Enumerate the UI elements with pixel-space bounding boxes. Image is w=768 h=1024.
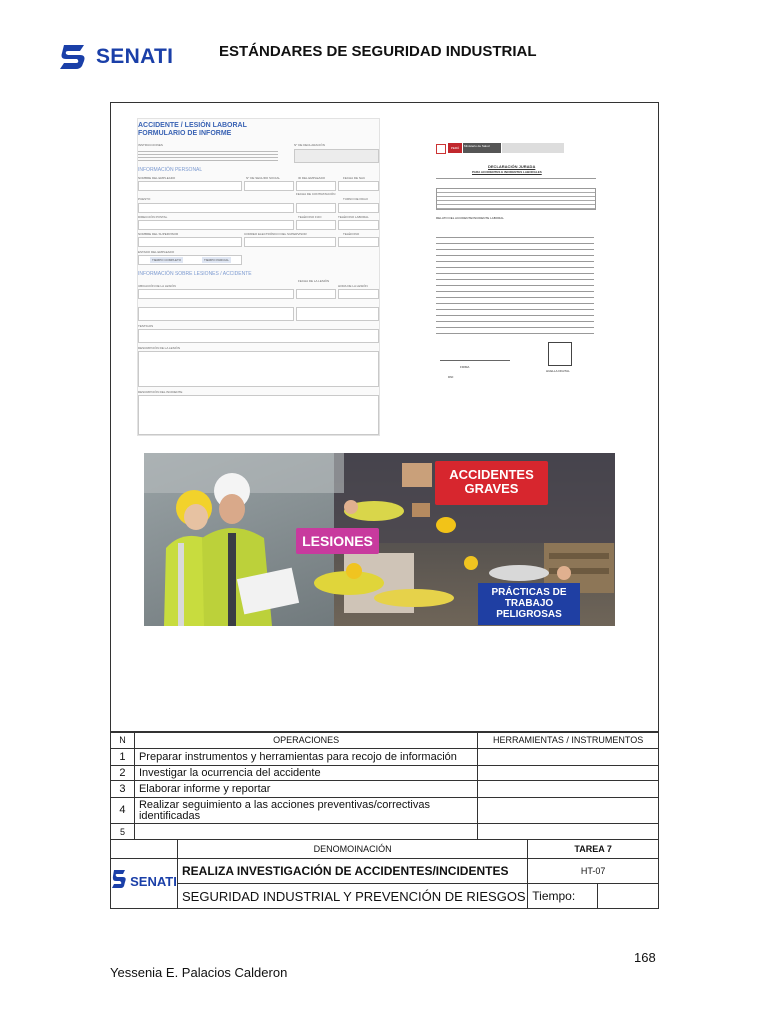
course-name: SEGURIDAD INDUSTRIAL Y PREVENCIÓN DE RIESGOS: [177, 884, 527, 909]
table-row: [111, 824, 659, 840]
tiempo-label: Tiempo:: [528, 884, 598, 909]
form1-box: [138, 351, 379, 387]
senati-logo-icon: [111, 868, 127, 894]
form1-box: [296, 307, 379, 321]
form1-box: [338, 181, 379, 191]
senati-logo: [56, 42, 173, 72]
form1-title-line2: FORMULARIO DE INFORME: [138, 130, 232, 137]
form1-label-fecha-lesion: FECHA DE LA LESIÓN: [298, 279, 330, 283]
row-tools: [478, 781, 659, 798]
form1-box: [244, 181, 294, 191]
safety-banner-image: [144, 453, 615, 626]
row-number: 4: [111, 798, 135, 824]
form1-box: [338, 237, 379, 247]
fingerprint-box: [548, 342, 572, 366]
task-title: REALIZA INVESTIGACIÓN DE ACCIDENTES/INCIDENTES: [177, 859, 527, 884]
form1-label-telefono: TELÉFONO FIJO: [298, 215, 322, 219]
form1-label-supervisor: NOMBRE DEL SUPERVISOR: [138, 232, 179, 236]
form1-box: [296, 203, 336, 213]
form1-label-fecha-nac: FECHA DE NAC: [343, 176, 366, 180]
table-row: [111, 766, 659, 781]
signature-line: [440, 360, 510, 361]
form1-label-ubicacion: UBICACIÓN DE LA LESIÓN: [138, 284, 176, 288]
incident-report-form-image: [137, 118, 380, 436]
form1-box: [296, 181, 336, 191]
form2-subtitle: PARA ACCIDENTES E INCIDENTES LABORALES: [472, 170, 542, 174]
form1-box: [338, 203, 379, 213]
form1-label-turno: TURNO DE PAGO: [343, 197, 368, 201]
form1-label-id: ID DEL EMPLEADO: [298, 176, 326, 180]
task-code: HT-07: [528, 859, 659, 884]
form1-info-lesiones: INFORMACIÓN SOBRE LESIONES / ACCIDENTE: [138, 271, 252, 277]
form1-label-estado: ESTADO DEL EMPLEADO: [138, 250, 175, 254]
row-tools: [478, 749, 659, 766]
peru-badge: PERÚ: [448, 143, 462, 153]
form1-ndeclaracion-box: [294, 149, 379, 163]
form1-label-fecha-contratacion: FECHA DE CONTRATACIÓN: [296, 192, 336, 196]
form2-relato: RELATO DEL ACCIDENTE/INCIDENTE LABORAL: [436, 216, 504, 220]
form1-box: [244, 237, 336, 247]
footer-senati-logo: [111, 868, 177, 894]
form1-ndeclaracion: N° DE DECLARACIÓN: [294, 143, 325, 147]
table-row: [111, 749, 659, 766]
form1-title: [138, 122, 247, 138]
form1-chip-parcial: TIEMPO PARCIAL: [204, 258, 229, 262]
row-tools: [478, 824, 659, 840]
footer-header-row: [111, 840, 659, 859]
footer-logo-cell: [111, 859, 178, 909]
table-header-row: [111, 732, 659, 749]
form1-box: [138, 203, 294, 213]
form1-box: [338, 220, 379, 230]
form1-label-testigos: TESTIGOS: [138, 324, 154, 328]
table-row: [111, 798, 659, 824]
row-operation: Investigar la ocurrencia del accidente: [134, 766, 477, 781]
form1-box: [296, 220, 336, 230]
form1-box: [138, 329, 379, 343]
footer-course-row: [111, 884, 659, 909]
footer-blank: [111, 840, 178, 859]
page-number: 168: [634, 950, 656, 965]
form1-label-direccion: DIRECCIÓN POSTAL: [138, 215, 168, 219]
form1-box: [338, 289, 379, 299]
form1-box: [296, 289, 336, 299]
form1-title-line1: ACCIDENTE / LESIÓN LABORAL: [138, 122, 247, 129]
form1-box: [138, 220, 294, 230]
form1-label-puesto: PUESTO: [138, 197, 151, 201]
page-title: ESTÁNDARES DE SEGURIDAD INDUSTRIAL: [219, 43, 537, 60]
form1-label-seguro: N° DE SEGURO SOCIAL: [246, 176, 281, 180]
form1-label-correo: CORREO ELECTRÓNICO DEL SUPERVISOR: [244, 232, 307, 236]
col-header-herramientas: HERRAMIENTAS / INSTRUMENTOS: [478, 732, 659, 749]
table-row: [111, 781, 659, 798]
author-name: Yessenia E. Palacios Calderon: [110, 965, 288, 980]
row-operation: Realizar seguimiento a las acciones preventivas/correctivas identificadas: [134, 798, 477, 824]
row-tools: [478, 798, 659, 824]
operations-table: [110, 731, 659, 840]
tag-practicas-peligrosas: PRÁCTICAS DE TRABAJO PELIGROSAS: [478, 583, 580, 625]
tag-lesiones: LESIONES: [296, 528, 379, 554]
sworn-declaration-image: [430, 138, 620, 394]
task-footer-table: [110, 839, 659, 909]
senati-logo-icon: [56, 42, 90, 72]
form2-title: DECLARACIÓN JURADA: [488, 164, 536, 169]
form2-firma: FIRMA: [460, 365, 470, 369]
col-header-operaciones: OPERACIONES: [134, 732, 477, 749]
form1-instructions-text: [138, 149, 278, 161]
form2-huella: HUELLA DIGITAL: [546, 369, 570, 373]
row-operation: Elaborar informe y reportar: [134, 781, 477, 798]
logo-text: SENATI: [96, 45, 174, 68]
tiempo-value: [598, 884, 659, 909]
row-number: 3: [111, 781, 135, 798]
form1-label-tel-laboral: TELÉFONO LABORAL: [338, 215, 369, 219]
form2-lines: [436, 232, 594, 336]
form1-label-hora-lesion: HORA DE LA LESIÓN: [338, 284, 368, 288]
divider: [436, 178, 596, 179]
form2-dni: DNI:: [448, 375, 454, 379]
row-number: 1: [111, 749, 135, 766]
form1-box: [138, 289, 294, 299]
ministerio-badge: Ministerio de Salud: [463, 143, 501, 153]
footer-logo-text: SENATI: [130, 873, 177, 889]
form1-label-descripcion-incidente: DESCRIPCIÓN DEL INCIDENTE: [138, 390, 183, 394]
form1-label-descripcion: DESCRIPCIÓN DE LA LESIÓN: [138, 346, 181, 350]
form1-label-nombre: NOMBRE DEL EMPLEADO: [138, 176, 176, 180]
form2-data-table: [436, 188, 596, 210]
header-band: [502, 143, 564, 153]
row-operation: [134, 824, 477, 840]
tarea-label: TAREA 7: [528, 840, 659, 859]
coat-of-arms-icon: [436, 144, 446, 154]
form1-instrucciones: INSTRUCCIONES: [138, 143, 163, 147]
footer-title-row: [111, 859, 659, 884]
row-number: 5: [111, 824, 135, 840]
form1-info-personal: INFORMACIÓN PERSONAL: [138, 167, 203, 173]
form1-label-tel-sup: TELÉFONO: [343, 232, 360, 236]
form1-box: [138, 237, 242, 247]
row-operation: Preparar instrumentos y herramientas para recojo de información: [134, 749, 477, 766]
row-tools: [478, 766, 659, 781]
row-number: 2: [111, 766, 135, 781]
form1-box: [138, 395, 379, 435]
form1-box: [138, 181, 242, 191]
form1-box: [138, 307, 294, 321]
tag-accidentes-graves: ACCIDENTES GRAVES: [435, 461, 548, 505]
form1-chip-completo: TIEMPO COMPLETO: [152, 258, 182, 262]
denominacion-label: DENOMOINACIÓN: [177, 840, 527, 859]
col-header-n: N: [111, 732, 135, 749]
